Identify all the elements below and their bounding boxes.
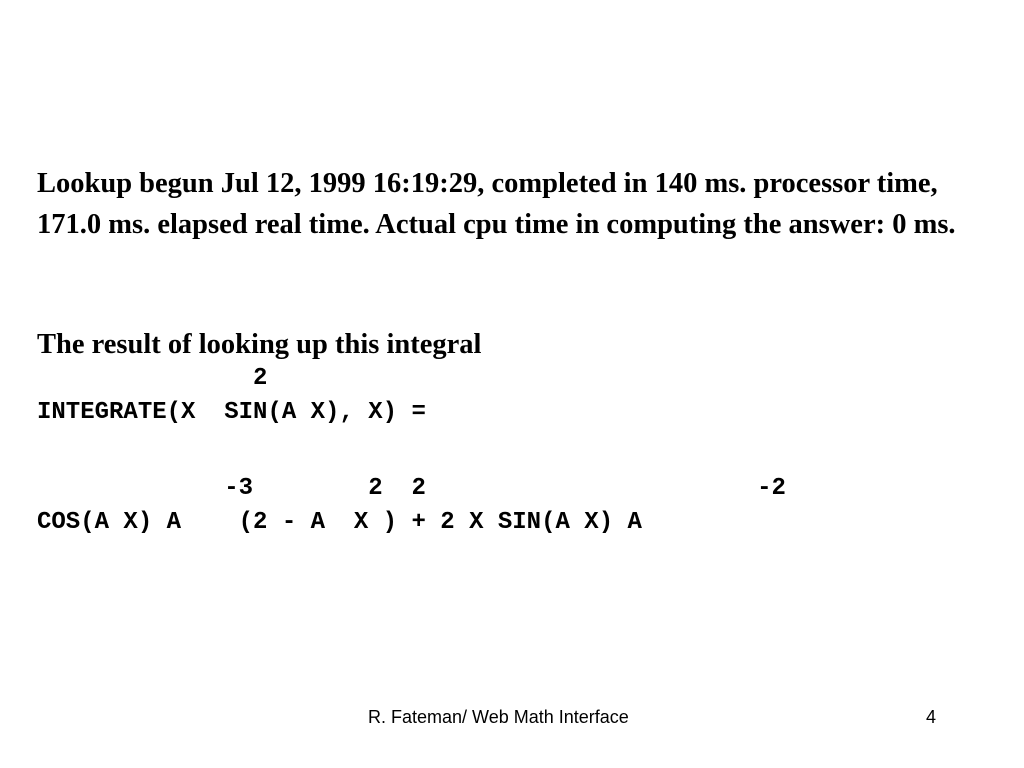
answer-expression-line: COS(A X) A (2 - A X ) + 2 X SIN(A X) A <box>37 509 642 536</box>
integral-expression-line: INTEGRATE(X SIN(A X), X) = <box>37 399 426 426</box>
integral-exponent-line: 2 <box>37 365 268 392</box>
footer-credit: R. Fateman/ Web Math Interface <box>368 707 629 727</box>
lookup-timing-text: Lookup begun Jul 12, 1999 16:19:29, completed in 140 ms. processor time, 171.0 ms. elapsed real time. Actual cpu time in computing the answer: 0 ms. <box>37 168 956 240</box>
answer-exponent-line: -3 2 2 -2 <box>37 475 786 502</box>
page-number: 4 <box>926 707 937 727</box>
result-heading: The result of looking up this integral <box>37 329 482 360</box>
